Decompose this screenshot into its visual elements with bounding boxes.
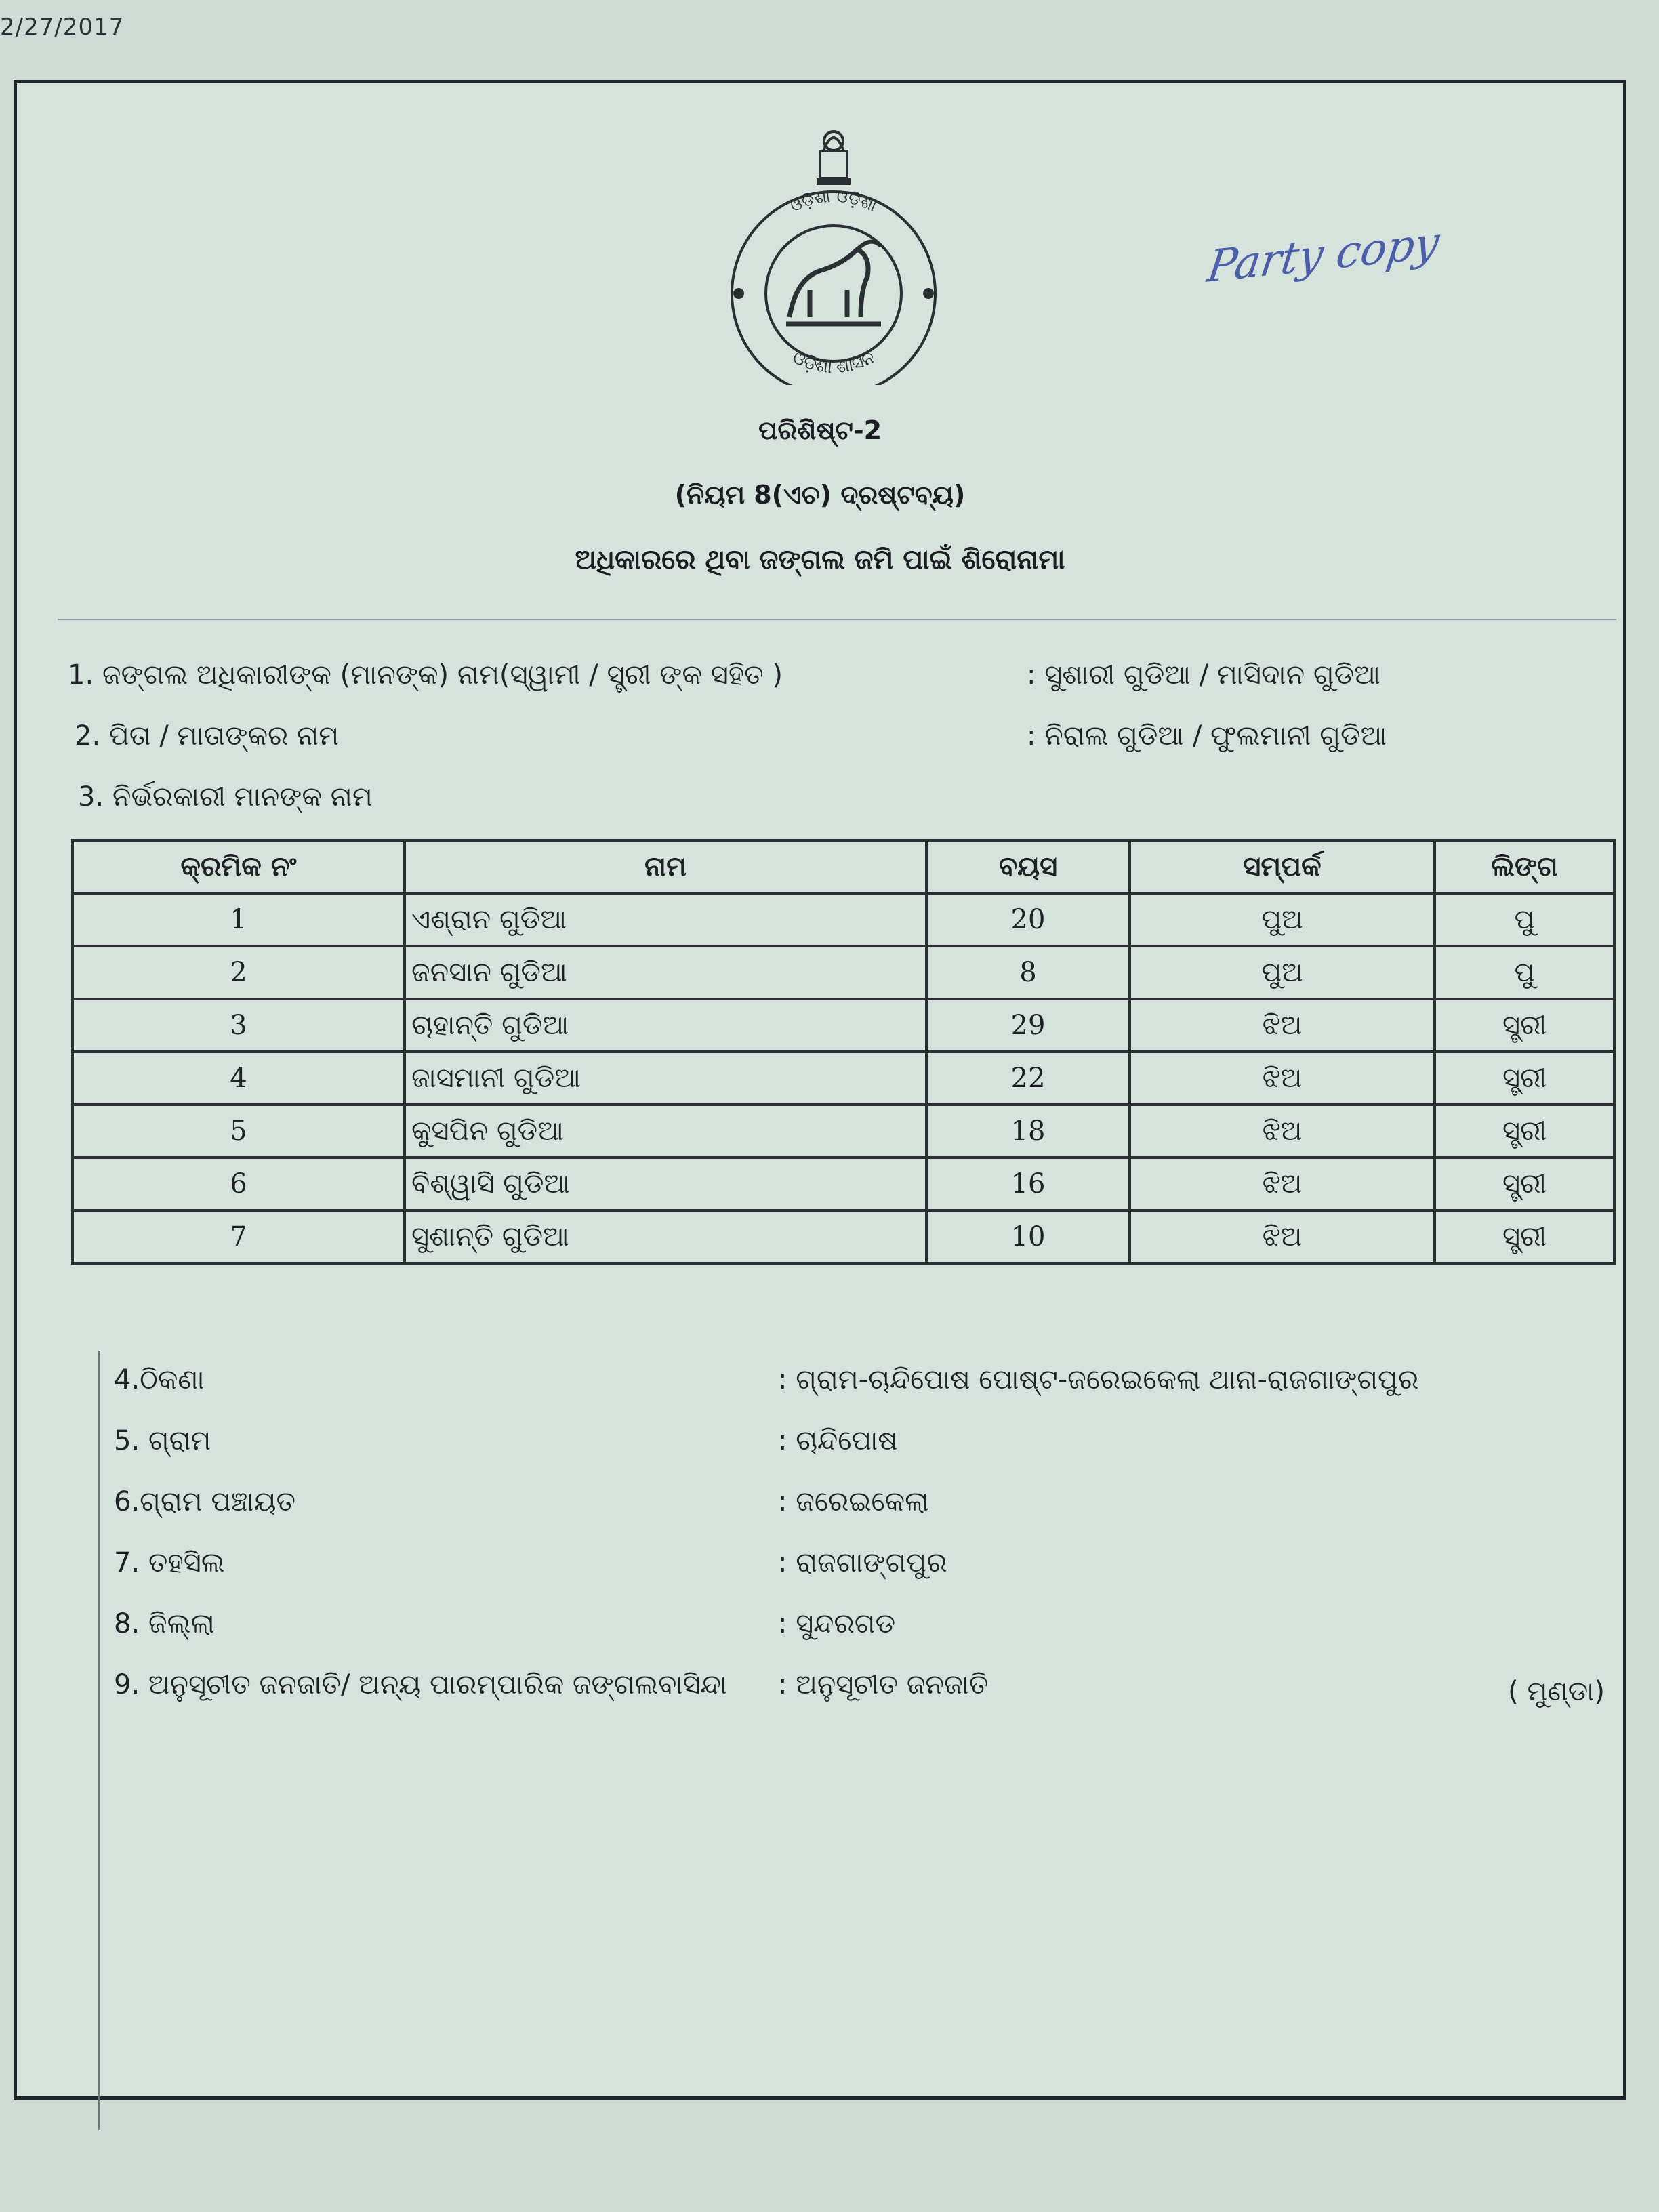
panchayat-value: : ଜରେଇକେଲା [778,1486,929,1517]
dependents-table [71,839,1616,1265]
cell-age: 22 [926,1052,1130,1105]
cell-serial: 1 [73,893,405,946]
handwritten-note [1189,148,1475,331]
panchayat-label: 6.ଗ୍ରାମ ପଞ୍ଚାୟତ [114,1486,295,1517]
header-age: ବୟସ [926,840,1130,893]
svg-text:ଓଡ଼ିଶା ଓଡ଼ିଶା [787,187,880,216]
tahasil-value: : ରାଜଗାଙ୍ଗପୁର [778,1547,947,1578]
header-divider [58,619,1616,620]
info-row-panchayat [100,1486,1618,1540]
holder-value: : ସୁଶାରୀ ଗୁଡିଆ / ମାସିଦାନ ଗୁଡିଆ [1027,659,1381,691]
stamp-date: 2/27/2017 [0,14,125,41]
village-label: 5. ଗ୍ରାମ [114,1425,211,1456]
cell-age: 16 [926,1158,1130,1210]
emblem-top-text: ଓଡ଼ିଶା ଓଡ଼ିଶା [787,186,880,216]
cell-age: 8 [926,946,1130,999]
cell-serial: 5 [73,1105,405,1158]
holder-label: 1. ଜଙ୍ଗଲ ଅଧିକାରୀଙ୍କ (ମାନଙ୍କ) ନାମ(ସ୍ୱାମୀ / ସ୍ତ୍ରୀ ଙ୍କ ସହିତ ) [68,659,783,691]
table-row [73,999,1614,1052]
tribe-value: : ଅନୁସୂଚୀତ ଜନଜାତି [778,1669,989,1700]
header-gender: ଲିଙ୍ଗ [1435,840,1614,893]
cell-gender: ସ୍ତ୍ରୀ [1435,1052,1614,1105]
cell-name: ଜନସାନ ଗୁଡିଆ [405,946,926,999]
address-label: 4.ଠିକଣା [114,1364,205,1395]
cell-name: ଜାସମାନୀ ଗୁଡିଆ [405,1052,926,1105]
table-header-row [73,840,1614,893]
dependents-label: 3. ନିର୍ଭରକାରୀ ମାନଙ୍କ ନାମ [78,781,373,813]
parent-label: 2. ପିତା / ମାତାଙ୍କର ନାମ [75,720,340,752]
cell-age: 29 [926,999,1130,1052]
cell-gender: ସ୍ତ୍ରୀ [1435,999,1614,1052]
cell-serial: 7 [73,1210,405,1263]
cell-name: ଚାହାନ୍ତି ଗୁଡିଆ [405,999,926,1052]
info-row-tribe [100,1669,1618,1723]
cell-relation: ଝିଅ [1130,1158,1435,1210]
cell-relation: ଝିଅ [1130,1052,1435,1105]
district-value: : ସୁନ୍ଦରଗଡ [778,1608,896,1639]
table-row [73,1158,1614,1210]
cell-age: 10 [926,1210,1130,1263]
cell-gender: ସ୍ତ୍ରୀ [1435,1105,1614,1158]
state-emblem-icon [722,114,945,385]
district-label: 8. ଜିଲ୍ଲା [114,1608,215,1639]
cell-gender: ପୁ [1435,893,1614,946]
cell-name: ଏଶ୍ରାନ ଗୁଡିଆ [405,893,926,946]
table-row [73,1105,1614,1158]
cell-relation: ଝିଅ [1130,1105,1435,1158]
header-serial: କ୍ରମିକ ନଂ [73,840,405,893]
address-section [98,1351,1618,2130]
cell-serial: 4 [73,1052,405,1105]
document-title: ଅଧିକାରରେ ଥିବା ଜଙ୍ଗଲ ଜମି ପାଇଁ ଶିରୋନାମା [575,544,1065,575]
cell-relation: ପୁଅ [1130,946,1435,999]
cell-relation: ଝିଅ [1130,999,1435,1052]
cell-age: 20 [926,893,1130,946]
svg-text:ଓଡ଼ିଶା ଶାସନ [789,347,878,377]
tahasil-label: 7. ତହସିଲ [114,1547,225,1578]
rule-reference: (ନିୟମ 8(ଏଚ) ଦ୍ରଷ୍ଟବ୍ୟ) [674,480,966,510]
cell-serial: 3 [73,999,405,1052]
cell-gender: ପୁ [1435,946,1614,999]
table-row [73,1210,1614,1263]
village-value: : ଚାନ୍ଦିପୋଷ [778,1425,898,1456]
info-row-district [100,1608,1618,1662]
cell-serial: 6 [73,1158,405,1210]
handwritten-note-text: Party copy [1204,217,1443,293]
cell-gender: ସ୍ତ୍ରୀ [1435,1210,1614,1263]
cell-age: 18 [926,1105,1130,1158]
emblem-bottom-text: ଓଡ଼ିଶା ଶାସନ [789,347,878,378]
table-row [73,893,1614,946]
tribe-note: ( ମୁଣ୍ଡା) [1508,1676,1605,1707]
info-row-tahasil [100,1547,1618,1601]
cell-serial: 2 [73,946,405,999]
cell-relation: ପୁଅ [1130,893,1435,946]
table-row [73,1052,1614,1105]
document-sheet [14,80,1626,2100]
cell-name: ବିଶ୍ୱାସି ଗୁଡିଆ [405,1158,926,1210]
appendix-title: ପରିଶିଷ୍ଟ-2 [758,415,882,445]
parent-value: : ନିରାଲ ଗୁଡିଆ / ଫୁଲମାନୀ ଗୁଡିଆ [1027,720,1387,752]
header-name: ନାମ [405,840,926,893]
table-row [73,946,1614,999]
tribe-label: 9. ଅନୁସୂଚୀତ ଜନଜାତି/ ଅନ୍ୟ ପାରମ୍ପାରିକ ଜଙ୍ଗଲବାସିନ୍ଦା [114,1669,727,1700]
header-relation: ସମ୍ପର୍କ [1130,840,1435,893]
info-row-village [100,1425,1618,1479]
cell-gender: ସ୍ତ୍ରୀ [1435,1158,1614,1210]
cell-name: ସୁଶାନ୍ତି ଗୁଡିଆ [405,1210,926,1263]
cell-relation: ଝିଅ [1130,1210,1435,1263]
address-value: : ଗ୍ରାମ-ଚାନ୍ଦିପୋଷ ପୋଷ୍ଟ-ଜରେଇକେଲା ଥାନା-ରାଜଗାଙ୍ଗପୁର [778,1364,1419,1395]
info-row-address [100,1364,1618,1418]
cell-name: କୁସପିନ ଗୁଡିଆ [405,1105,926,1158]
